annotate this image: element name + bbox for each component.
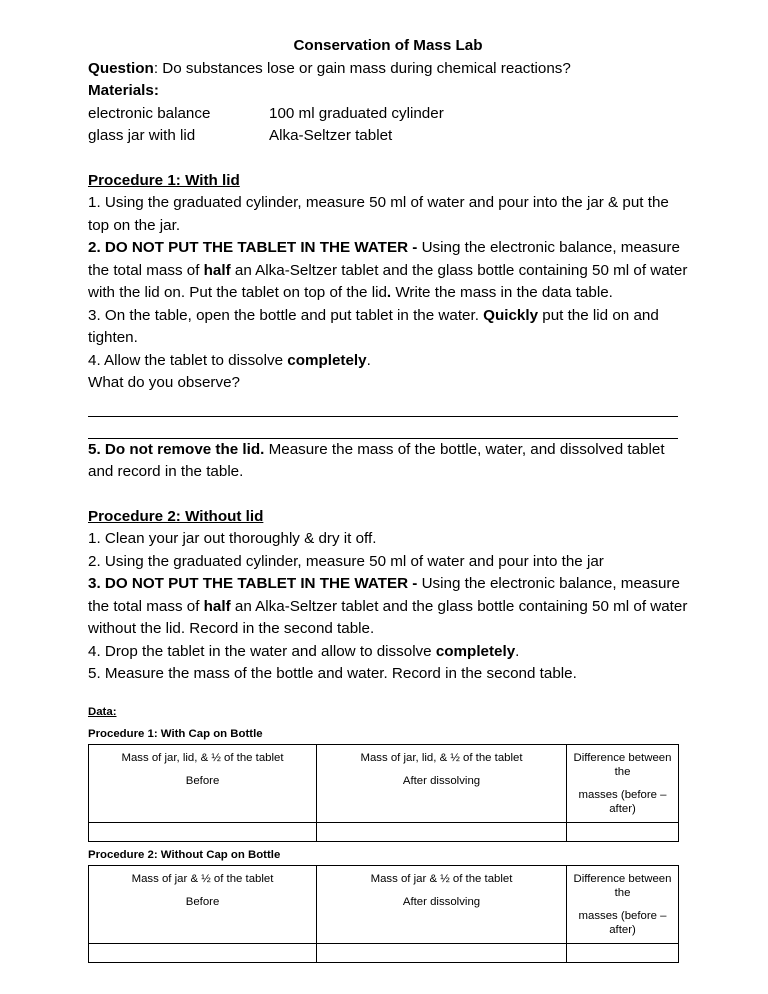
table2-caption: Procedure 2: Without Cap on Bottle xyxy=(88,848,281,861)
material-item: 100 ml graduated cylinder xyxy=(269,104,444,122)
procedure2-step-3: 3. DO NOT PUT THE TABLET IN THE WATER - Using the electronic balance, measure the total mass of half an Alka-Seltzer tablet and the glass bottle containing 50 ml of water without the lid. Record in the second table. xyxy=(88,575,688,637)
procedure1-step-2: 2. DO NOT PUT THE TABLET IN THE WATER - Using the electronic balance, measure the total mass of half an Alka-Seltzer tablet and the glass bottle containing 50 ml of water with the lid on. Put the tablet on top of the lid. Write the mass in the data table. xyxy=(88,239,688,301)
question-text: : Do substances lose or gain mass during chemical reactions? xyxy=(153,59,571,77)
procedure2-step-4: 4. Drop the tablet in the water and allow to dissolve completely. xyxy=(88,642,520,660)
table-row xyxy=(89,822,679,841)
table-header-cell: Difference between the masses (before – after) xyxy=(567,865,679,943)
procedure2-step-1: 1. Clean your jar out thoroughly & dry it off. xyxy=(88,530,377,547)
materials-row xyxy=(88,103,688,126)
table-header-row xyxy=(89,865,679,943)
table-header-row xyxy=(89,744,679,822)
entry-cell[interactable] xyxy=(567,943,679,962)
materials-row xyxy=(88,125,688,148)
observe-prompt: What do you observe? xyxy=(88,374,240,391)
answer-line[interactable] xyxy=(88,395,678,417)
worksheet xyxy=(88,35,688,963)
data-table-1 xyxy=(88,744,679,842)
entry-cell[interactable] xyxy=(89,822,317,841)
procedure1-step-5: 5. Do not remove the lid. Measure the mass of the bottle, water, and dissolved tablet and record in the table. xyxy=(88,440,665,480)
question-label: Question xyxy=(88,59,154,77)
question xyxy=(88,58,688,81)
material-item: Alka-Seltzer tablet xyxy=(269,127,393,144)
entry-cell[interactable] xyxy=(567,822,679,841)
procedure1-step-1: 1. Using the graduated cylinder, measure 50 ml of water and pour into the jar & put the top on the jar. xyxy=(88,194,669,234)
table-header-cell: Mass of jar & ½ of the tablet After dissolving xyxy=(317,865,567,943)
data-label: Data: xyxy=(88,705,117,718)
answer-line[interactable] xyxy=(88,417,678,439)
data-table-2 xyxy=(88,865,679,963)
table1-caption: Procedure 1: With Cap on Bottle xyxy=(88,727,263,740)
table-row xyxy=(89,943,679,962)
entry-cell[interactable] xyxy=(317,943,567,962)
table-header-cell: Mass of jar, lid, & ½ of the tablet Before xyxy=(89,744,317,822)
material-item: glass jar with lid xyxy=(88,127,196,144)
procedure1-heading: Procedure 1: With lid xyxy=(88,171,240,189)
entry-cell[interactable] xyxy=(89,943,317,962)
procedure2-step-5: 5. Measure the mass of the bottle and water. Record in the second table. xyxy=(88,665,577,682)
table-header-cell: Mass of jar & ½ of the tablet Before xyxy=(89,865,317,943)
procedure1-step-3: 3. On the table, open the bottle and put tablet in the water. Quickly put the lid on and tighten. xyxy=(88,306,659,346)
materials-label: Materials: xyxy=(88,82,159,99)
table-header-cell: Difference between the masses (before – after) xyxy=(567,744,679,822)
page-title: Conservation of Mass Lab xyxy=(293,37,483,54)
entry-cell[interactable] xyxy=(317,822,567,841)
procedure1-step-4: 4. Allow the tablet to dissolve completely. xyxy=(88,351,371,369)
table-header-cell: Mass of jar, lid, & ½ of the tablet After dissolving xyxy=(317,744,567,822)
procedure2-step-2: 2. Using the graduated cylinder, measure 50 ml of water and pour into the jar xyxy=(88,552,604,570)
procedure2-heading: Procedure 2: Without lid xyxy=(88,507,264,525)
material-item: electronic balance xyxy=(88,104,211,122)
